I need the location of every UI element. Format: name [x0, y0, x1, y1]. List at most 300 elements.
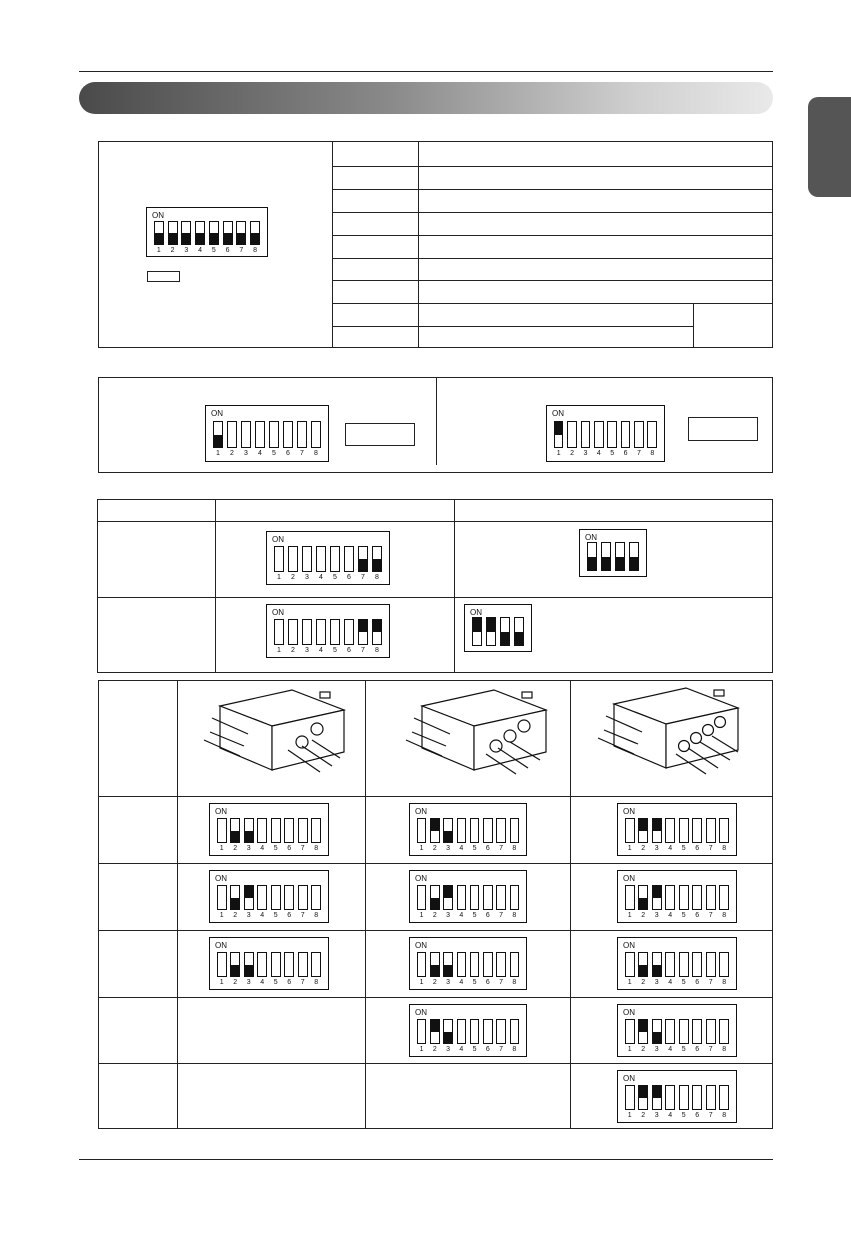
switch-lever: [486, 617, 496, 646]
on-label: ON: [211, 409, 223, 418]
switch-number: 4: [198, 246, 203, 254]
switch-number: 5: [472, 912, 477, 920]
dip-switch: [205, 405, 329, 462]
switch-lever: [271, 885, 281, 911]
table-divider: [215, 499, 216, 673]
switch-lever: [443, 818, 453, 844]
switch-lever: [496, 952, 506, 978]
switch-knob: [431, 965, 439, 977]
switch-lever: [244, 952, 254, 978]
switch-number: 7: [499, 979, 504, 987]
switch-number: 3: [246, 845, 251, 853]
switch-lever: [457, 885, 467, 911]
switch-knob: [487, 618, 495, 631]
switch-knob: [373, 559, 381, 571]
switch-number: 5: [610, 450, 615, 458]
switch-lever: [625, 952, 635, 978]
switch-lever: [470, 1019, 480, 1045]
switch-number: 6: [485, 979, 490, 987]
switch-lever: [283, 421, 293, 449]
switch-number: 5: [333, 647, 337, 655]
switch-lever: [679, 1085, 689, 1111]
switch-knob: [214, 435, 222, 448]
switch-lever: [311, 818, 321, 844]
switch-number: 3: [583, 450, 588, 458]
dip-switch: [209, 803, 329, 856]
switch-number: 7: [499, 845, 504, 853]
switch-lever: [330, 619, 340, 645]
switch-knob: [373, 620, 381, 632]
switch-knob: [444, 965, 452, 977]
switch-knob: [169, 233, 177, 244]
switch-number: 4: [668, 1112, 673, 1120]
table-divider: [570, 680, 571, 1129]
switch-lever: [316, 619, 326, 645]
switch-number: 5: [333, 574, 337, 582]
switch-number: 7: [499, 912, 504, 920]
switch-number: 7: [300, 979, 305, 987]
switch-lever: [470, 818, 480, 844]
on-label: ON: [415, 874, 427, 883]
on-label: ON: [415, 941, 427, 950]
switch-lever: [615, 542, 625, 571]
switch-number: 2: [233, 845, 238, 853]
switch-lever: [514, 617, 524, 646]
switch-number: 8: [512, 1046, 517, 1054]
switch-lever: [302, 546, 312, 572]
switch-lever: [638, 952, 648, 978]
switch-lever: [230, 818, 240, 844]
switch-lever: [692, 1085, 702, 1111]
switch-knob: [555, 422, 563, 435]
switch-number: 4: [319, 574, 323, 582]
switch-lever: [679, 1019, 689, 1045]
switch-lever: [510, 1019, 520, 1045]
switch-lever: [250, 221, 260, 245]
switch-number: 2: [432, 845, 437, 853]
switch-knob: [231, 965, 239, 977]
switch-lever: [607, 421, 617, 449]
switch-knob: [224, 233, 232, 244]
switch-number: 3: [246, 979, 251, 987]
switch-number: 8: [253, 246, 258, 254]
switch-number: 6: [485, 1046, 490, 1054]
switch-knob: [616, 557, 624, 570]
switch-lever: [652, 885, 662, 911]
switch-lever: [288, 546, 298, 572]
switch-lever: [692, 1019, 702, 1045]
switch-lever: [255, 421, 265, 449]
switch-lever: [443, 885, 453, 911]
switch-number: 4: [459, 1046, 464, 1054]
switch-number: 5: [472, 979, 477, 987]
switch-lever: [344, 619, 354, 645]
dip-switch: [617, 1004, 737, 1057]
switch-lever: [344, 546, 354, 572]
switch-number: 5: [472, 845, 477, 853]
switch-number: 3: [246, 912, 251, 920]
switch-lever: [430, 1019, 440, 1045]
switch-number: 8: [722, 1112, 727, 1120]
dip-switch: [409, 1004, 527, 1057]
table-row-line: [332, 326, 694, 327]
switch-number: 6: [485, 912, 490, 920]
switch-number: 2: [233, 912, 238, 920]
switch-number: 6: [287, 912, 292, 920]
switch-number: 8: [314, 912, 319, 920]
switch-lever: [257, 818, 267, 844]
switch-lever: [257, 952, 267, 978]
switch-number: 7: [239, 246, 244, 254]
switch-lever: [430, 818, 440, 844]
switch-lever: [621, 421, 631, 449]
switch-number: 8: [722, 845, 727, 853]
switch-lever: [510, 818, 520, 844]
switch-number: 5: [681, 979, 686, 987]
switch-number: 7: [361, 574, 365, 582]
switch-number: 7: [499, 1046, 504, 1054]
switch-lever: [706, 1085, 716, 1111]
switch-number: 2: [432, 979, 437, 987]
switch-number: 8: [314, 845, 319, 853]
switch-number: 7: [708, 1046, 713, 1054]
on-label: ON: [215, 874, 227, 883]
switch-lever: [302, 619, 312, 645]
switch-knob: [237, 233, 245, 244]
switch-number: 3: [654, 979, 659, 987]
switch-number: 1: [419, 912, 424, 920]
switch-number: 4: [596, 450, 601, 458]
dip-switch: [409, 803, 527, 856]
switch-number: 1: [556, 450, 561, 458]
switch-lever: [625, 818, 635, 844]
switch-lever: [311, 421, 321, 449]
switch-knob: [431, 1020, 439, 1032]
switch-number: 8: [375, 647, 379, 655]
switch-lever: [457, 1019, 467, 1045]
switch-number: 2: [230, 450, 234, 458]
switch-knob: [444, 886, 452, 898]
switch-number: 6: [225, 246, 230, 254]
switch-lever: [217, 818, 227, 844]
switch-lever: [274, 546, 284, 572]
switch-number: 4: [258, 450, 262, 458]
table-row-line: [332, 280, 773, 281]
switch-number: 7: [300, 450, 304, 458]
switch-lever: [298, 885, 308, 911]
switch-knob: [501, 632, 509, 645]
table-row-line: [98, 796, 773, 797]
switch-lever: [244, 818, 254, 844]
switch-lever: [719, 885, 729, 911]
switch-number: 1: [219, 979, 224, 987]
dip-switch: [617, 937, 737, 990]
switch-number: 2: [432, 1046, 437, 1054]
switch-number: 6: [485, 845, 490, 853]
switch-number: 5: [273, 979, 278, 987]
switch-knob: [251, 233, 259, 244]
switch-lever: [330, 546, 340, 572]
on-label: ON: [215, 941, 227, 950]
switch-number: 8: [512, 979, 517, 987]
switch-lever: [625, 1085, 635, 1111]
table-row-line: [98, 863, 773, 864]
language-tab: [808, 97, 851, 197]
dip-switch: [266, 604, 390, 658]
switch-lever: [257, 885, 267, 911]
switch-lever: [223, 221, 233, 245]
switch-lever: [625, 885, 635, 911]
switch-number: 5: [681, 1112, 686, 1120]
switch-number: 2: [291, 574, 295, 582]
switch-knob: [231, 831, 239, 843]
switch-number: 6: [695, 1046, 700, 1054]
switch-number: 8: [314, 979, 319, 987]
switch-number: 8: [375, 574, 379, 582]
switch-lever: [665, 885, 675, 911]
switch-knob: [639, 898, 647, 910]
switch-lever: [483, 885, 493, 911]
switch-lever: [510, 952, 520, 978]
switch-lever: [510, 885, 520, 911]
switch-lever: [483, 1019, 493, 1045]
switch-number: 6: [695, 979, 700, 987]
switch-number: 1: [216, 450, 220, 458]
switch-lever: [168, 221, 178, 245]
switch-lever: [311, 885, 321, 911]
table-row-line: [98, 997, 773, 998]
switch-number: 5: [681, 1046, 686, 1054]
switch-lever: [430, 885, 440, 911]
switch-number: 2: [233, 979, 238, 987]
switch-lever: [443, 1019, 453, 1045]
switch-number: 7: [361, 647, 365, 655]
bottom-rule: [79, 1159, 773, 1160]
table-row-line: [98, 930, 773, 931]
switch-lever: [601, 542, 611, 571]
switch-knob: [444, 1032, 452, 1044]
table-divider: [365, 680, 366, 1129]
switch-lever: [288, 619, 298, 645]
table-row-line: [332, 189, 773, 190]
switch-number: 1: [277, 647, 281, 655]
on-label: ON: [623, 941, 635, 950]
switch-knob: [182, 233, 190, 244]
switch-number: 4: [459, 979, 464, 987]
switch-knob: [653, 1086, 661, 1098]
table-divider: [454, 499, 455, 673]
switch-knob: [431, 898, 439, 910]
switch-lever: [496, 1019, 506, 1045]
switch-number: 6: [287, 979, 292, 987]
dip-switch: [209, 937, 329, 990]
table-divider: [418, 141, 419, 348]
switch-number: 4: [459, 912, 464, 920]
switch-knob: [653, 965, 661, 977]
switch-lever: [496, 885, 506, 911]
switch-lever: [372, 619, 382, 645]
switch-number: 5: [211, 246, 216, 254]
switch-lever: [227, 421, 237, 449]
table-row-line: [98, 1063, 773, 1064]
switch-lever: [692, 952, 702, 978]
switch-number: 3: [446, 1046, 451, 1054]
on-label: ON: [585, 533, 597, 542]
dip-switch: [617, 803, 737, 856]
switch-lever: [417, 818, 427, 844]
table-row-line: [332, 235, 773, 236]
dip-switch: [546, 405, 665, 462]
switch-lever: [625, 1019, 635, 1045]
switch-lever: [594, 421, 604, 449]
dip-switch: [409, 937, 527, 990]
switch-number: 4: [668, 1046, 673, 1054]
switch-number: 4: [319, 647, 323, 655]
switch-lever: [581, 421, 591, 449]
switch-number: 6: [623, 450, 628, 458]
switch-number: 6: [695, 912, 700, 920]
switch-lever: [665, 952, 675, 978]
switch-lever: [297, 421, 307, 449]
switch-number: 3: [305, 574, 309, 582]
on-label: ON: [415, 807, 427, 816]
switch-lever: [470, 952, 480, 978]
switch-lever: [638, 885, 648, 911]
switch-number: 7: [708, 912, 713, 920]
distributor-box-illustration: [394, 684, 554, 784]
switch-lever: [665, 1085, 675, 1111]
switch-number: 6: [286, 450, 290, 458]
switch-lever: [209, 221, 219, 245]
on-label: ON: [272, 535, 284, 544]
switch-lever: [316, 546, 326, 572]
switch-lever: [634, 421, 644, 449]
switch-number: 4: [459, 845, 464, 853]
switch-number: 1: [219, 912, 224, 920]
on-label: ON: [415, 1008, 427, 1017]
switch-number: 8: [722, 912, 727, 920]
switch-lever: [217, 885, 227, 911]
on-label: ON: [552, 409, 564, 418]
switch-knob: [639, 819, 647, 831]
switch-number: 2: [170, 246, 175, 254]
switch-lever: [638, 818, 648, 844]
switch-number: 5: [681, 912, 686, 920]
switch-lever: [567, 421, 577, 449]
switch-number: 3: [654, 912, 659, 920]
switch-knob: [231, 898, 239, 910]
switch-lever: [719, 952, 729, 978]
switch-lever: [706, 818, 716, 844]
switch-lever: [443, 952, 453, 978]
switch-lever: [417, 885, 427, 911]
switch-knob: [630, 557, 638, 570]
switch-number: 7: [708, 1112, 713, 1120]
dip-switch: [409, 870, 527, 923]
switch-lever: [358, 619, 368, 645]
switch-number: 5: [472, 1046, 477, 1054]
switch-number: 2: [570, 450, 575, 458]
table-divider: [177, 680, 178, 1129]
switch-lever: [692, 818, 702, 844]
switch-number: 5: [272, 450, 276, 458]
switch-lever: [679, 885, 689, 911]
on-label: ON: [623, 874, 635, 883]
switch-number: 2: [641, 912, 646, 920]
switch-lever: [706, 885, 716, 911]
switch-lever: [284, 818, 294, 844]
switch-number: 1: [419, 1046, 424, 1054]
switch-lever: [692, 885, 702, 911]
dip-switch: [617, 870, 737, 923]
switch-lever: [284, 885, 294, 911]
switch-number: 8: [722, 979, 727, 987]
switch-knob: [653, 1032, 661, 1044]
dip-switch: [266, 531, 390, 585]
on-label: ON: [215, 807, 227, 816]
switch-number: 4: [260, 979, 265, 987]
switch-knob: [359, 620, 367, 632]
switch-knob: [653, 886, 661, 898]
table-row-line: [332, 212, 773, 213]
switch-number: 3: [654, 845, 659, 853]
model-switch-table: [97, 499, 773, 673]
switch-number: 3: [446, 979, 451, 987]
dip-switch-4: [579, 529, 647, 577]
switch-number: 1: [219, 845, 224, 853]
switch-lever: [638, 1085, 648, 1111]
dip-switch: [617, 1070, 737, 1123]
switch-number: 3: [446, 912, 451, 920]
switch-knob: [431, 819, 439, 831]
top-rule: [79, 71, 773, 72]
switch-lever: [154, 221, 164, 245]
switch-number: 3: [654, 1112, 659, 1120]
switch-knob: [588, 557, 596, 570]
switch-knob: [602, 557, 610, 570]
switch-knob: [196, 233, 204, 244]
switch-number: 1: [627, 845, 632, 853]
table-row-line: [97, 597, 773, 598]
switch-lever: [719, 1019, 729, 1045]
switch-lever: [679, 818, 689, 844]
switch-lever: [457, 818, 467, 844]
switch-lever: [500, 617, 510, 646]
switch-number: 3: [244, 450, 248, 458]
switch-knob: [473, 618, 481, 631]
switch-lever: [652, 1019, 662, 1045]
switch-number: 8: [650, 450, 655, 458]
switch-lever: [470, 885, 480, 911]
switch-lever: [647, 421, 657, 449]
dip-switch-4: [464, 604, 532, 652]
distributor-box-illustration: [586, 682, 746, 782]
switch-number: 2: [641, 845, 646, 853]
table-divider: [332, 141, 333, 348]
switch-knob: [245, 886, 253, 898]
switch-number: 2: [641, 979, 646, 987]
switch-number: 4: [668, 845, 673, 853]
switch-number: 7: [708, 845, 713, 853]
switch-number: 3: [654, 1046, 659, 1054]
switch-number: 1: [627, 1046, 632, 1054]
switch-number: 3: [446, 845, 451, 853]
switch-lever: [298, 952, 308, 978]
on-label: ON: [272, 608, 284, 617]
switch-lever: [706, 952, 716, 978]
switch-lever: [483, 952, 493, 978]
sample-label-box: [688, 417, 758, 441]
